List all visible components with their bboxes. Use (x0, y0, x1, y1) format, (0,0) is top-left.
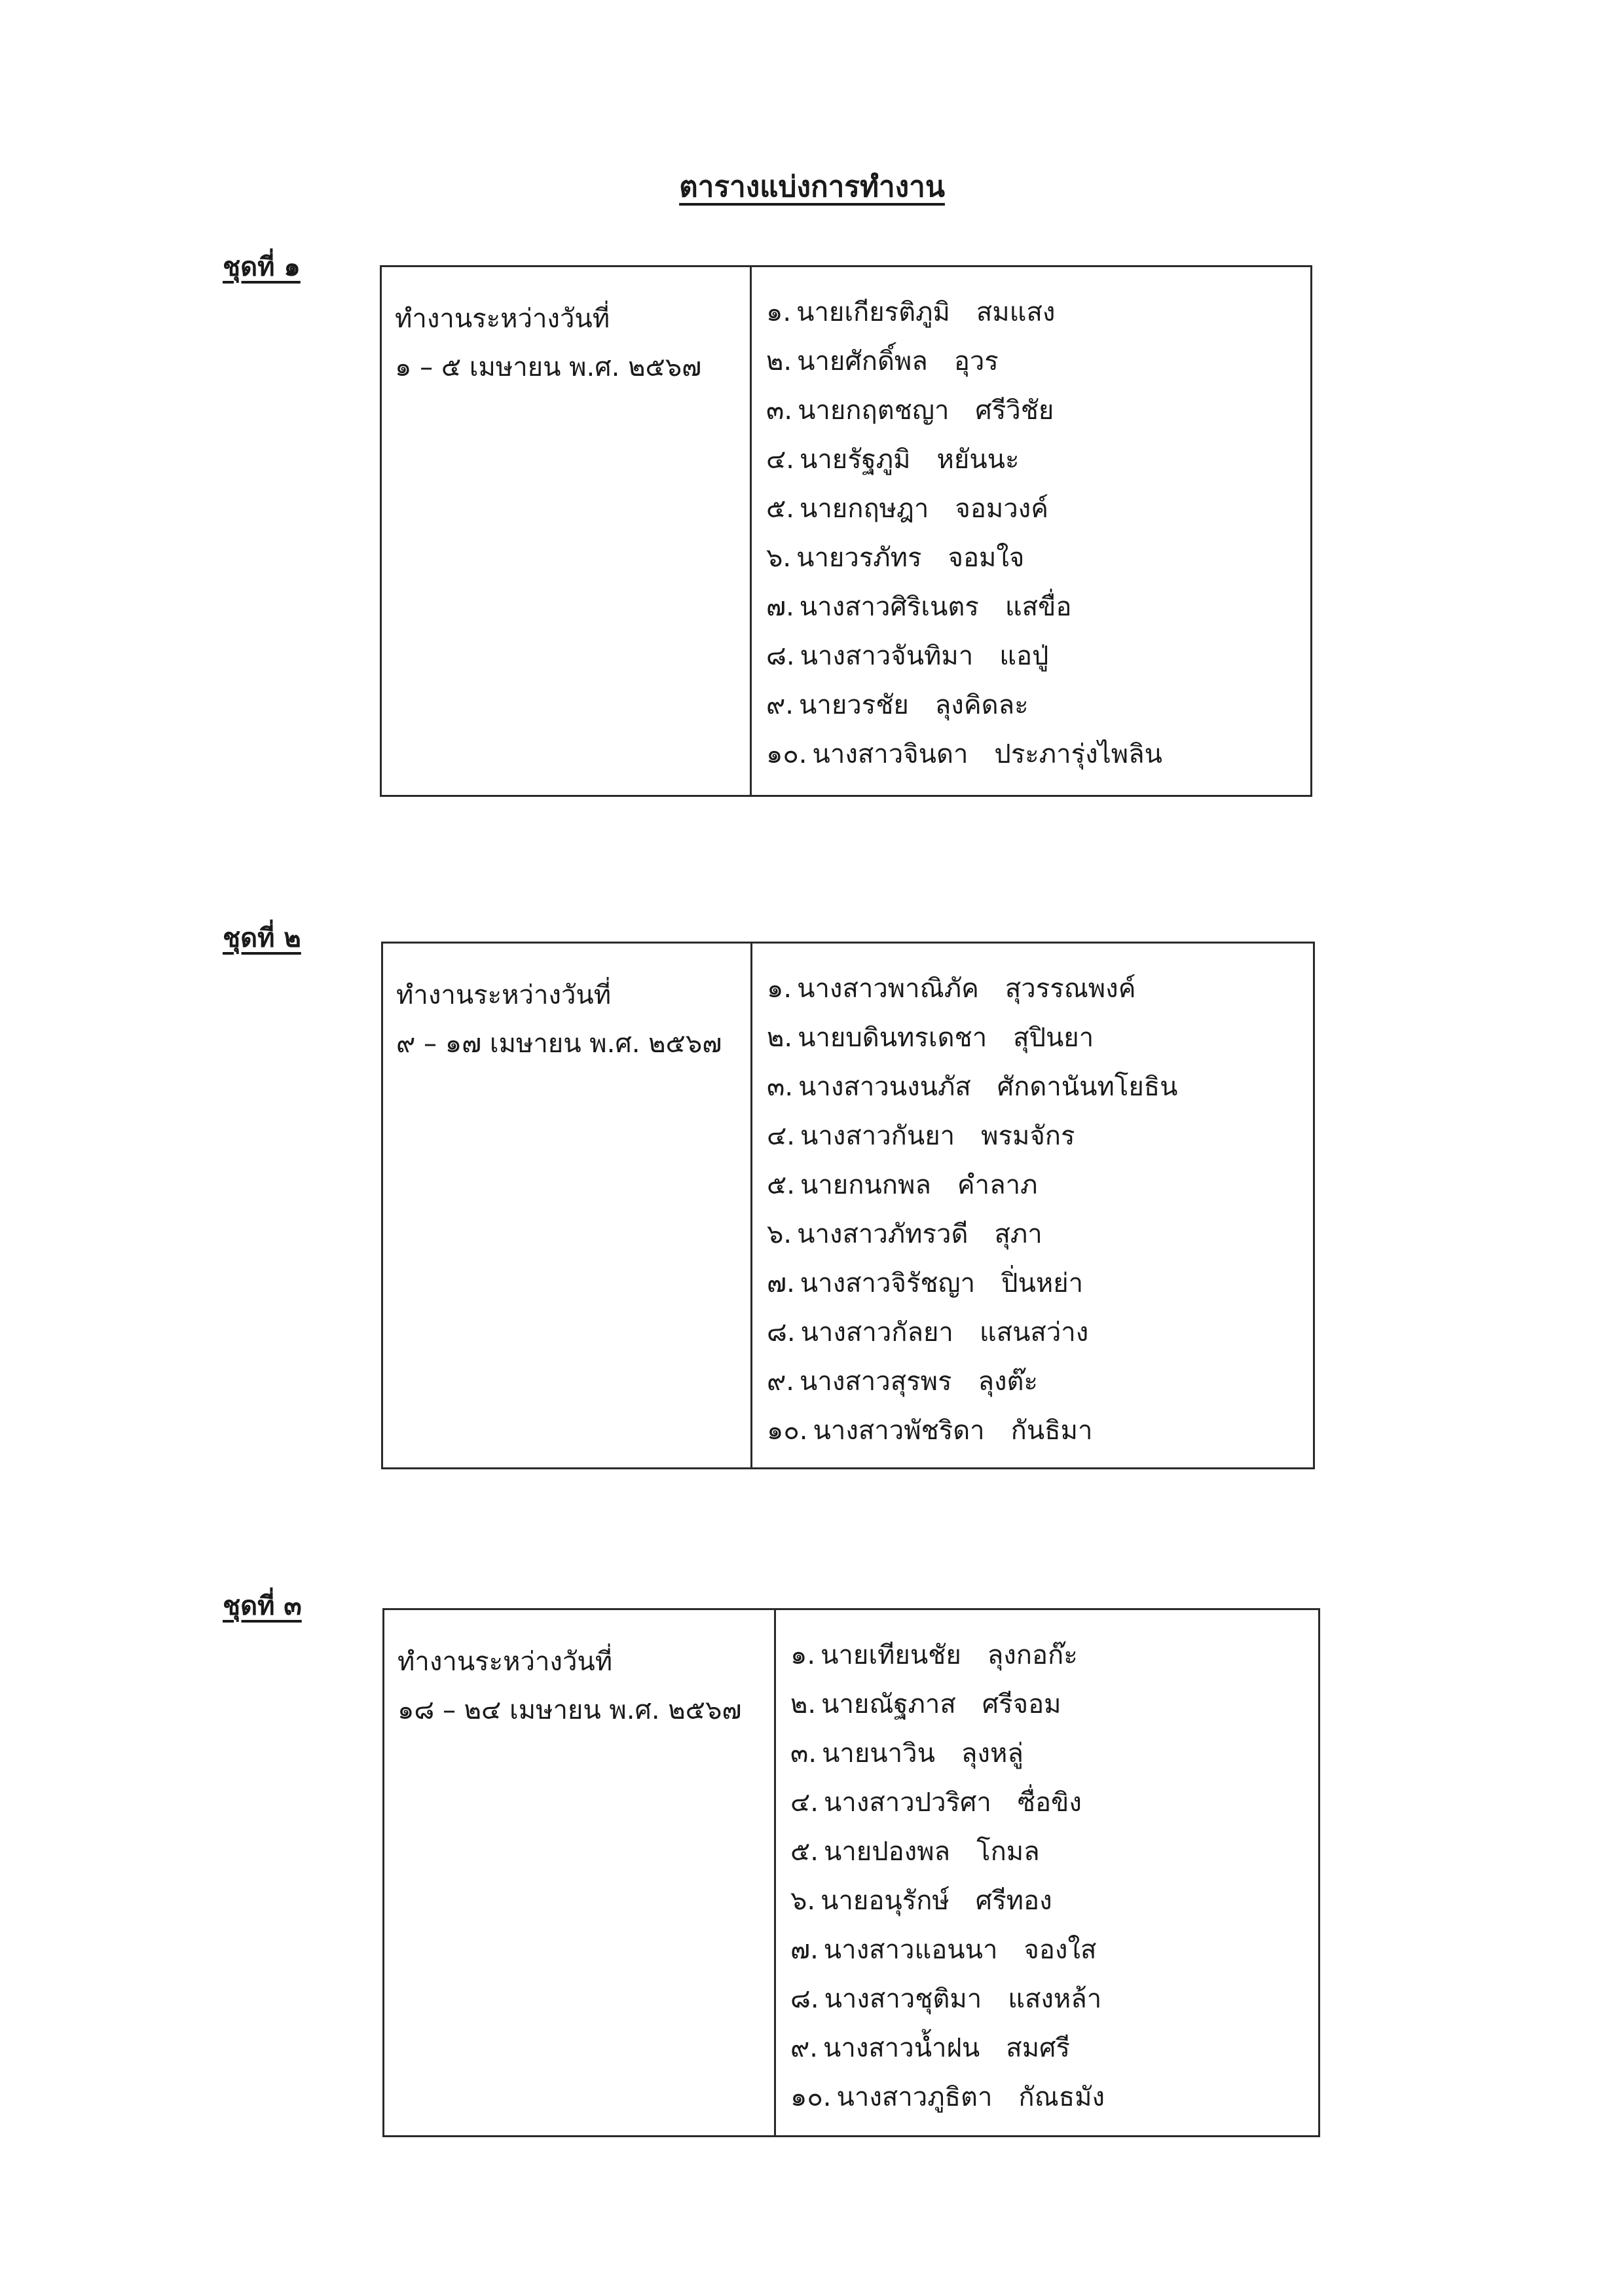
member-item: ๓. นายกฤตชญา ศรีวิชัย (766, 395, 1054, 426)
group-2-period-cell (383, 944, 752, 1467)
period-dates: ๑ – ๕ เมษายน พ.ศ. ๒๕๖๗ (395, 352, 702, 382)
period-dates: ๑๘ – ๒๔ เมษายน พ.ศ. ๒๕๖๗ (397, 1695, 742, 1725)
member-item: ๔. นางสาวปวริศา ซื่อขิง (790, 1788, 1082, 1818)
member-item: ๖. นายอนุรักษ์ ศรีทอง (790, 1886, 1052, 1916)
member-item: ๒. นายบดินทรเดชา สุปินยา (767, 1023, 1094, 1053)
member-list (766, 288, 1310, 779)
group-3-label: ชุดที่ ๓ (223, 1591, 302, 1621)
member-list (790, 1631, 1318, 2122)
member-item: ๑๐. นางสาวภูธิตา กัณธมัง (790, 2082, 1105, 2112)
member-item: ๕. นายปองพล โกมล (790, 1837, 1040, 1867)
member-item: ๑. นายเทียนชัย ลุงกอก๊ะ (790, 1640, 1078, 1670)
period-label: ทำงานระหว่างวันที่ (397, 1647, 613, 1677)
member-item: ๘. นางสาวจันทิมา แอปู่ (766, 641, 1049, 671)
group-2-table (381, 942, 1315, 1469)
member-list (767, 964, 1313, 1456)
group-3-table (382, 1608, 1320, 2137)
document-title (0, 164, 1624, 210)
group-3-period-cell (384, 1610, 776, 2135)
member-item: ๔. นางสาวกันยา พรมจักร (767, 1121, 1075, 1151)
member-item: ๑. นายเกียรติภูมิ สมแสง (766, 297, 1056, 327)
group-1-label: ชุดที่ ๑ (223, 252, 301, 282)
group-3-members-cell (776, 1610, 1318, 2135)
member-item: ๒. นายณัฐภาส ศรีจอม (790, 1689, 1061, 1719)
member-item: ๙. นายวรชัย ลุงคิดละ (766, 690, 1029, 720)
member-item: ๖. นางสาวภัทรวดี สุภา (767, 1219, 1043, 1249)
group-2-members-cell (752, 944, 1313, 1467)
member-item: ๒. นายศักดิ์พล อุวร (766, 346, 999, 376)
member-item: ๕. นายกฤษฎา จอมวงค์ (766, 494, 1048, 524)
member-item: ๓. นายนาวิน ลุงหลู่ (790, 1738, 1024, 1769)
member-item: ๗. นางสาวศิริเนตร แสขื่อ (766, 592, 1072, 622)
group-1-period-cell (382, 267, 752, 795)
member-item: ๗. นางสาวแอนนา จองใส (790, 1935, 1097, 1965)
member-item: ๑. นางสาวพาณิภัค สุวรรณพงค์ (767, 974, 1136, 1004)
group-1-table (380, 265, 1312, 797)
group-1-members-cell (752, 267, 1310, 795)
member-item: ๓. นางสาวนงนภัส ศักดานันทโยธิน (767, 1072, 1178, 1102)
member-item: ๙. นางสาวน้ำฝน สมศรี (790, 2033, 1070, 2063)
member-item: ๗. นางสาวจิรัชญา ปิ่นหย่า (767, 1268, 1084, 1298)
group-2-label: ชุดที่ ๒ (223, 923, 301, 953)
member-item: ๙. นางสาวสุรพร ลุงต๊ะ (767, 1367, 1038, 1397)
member-item: ๕. นายกนกพล คำลาภ (767, 1170, 1038, 1200)
member-item: ๖. นายวรภัทร จอมใจ (766, 543, 1025, 573)
member-item: ๔. นายรัฐภูมิ หยันนะ (766, 445, 1020, 475)
member-item: ๑๐. นางสาวพัชริดา กันธิมา (767, 1416, 1093, 1446)
period-dates: ๙ – ๑๗ เมษายน พ.ศ. ๒๕๖๗ (396, 1029, 722, 1059)
member-item: ๘. นางสาวกัลยา แสนสว่าง (767, 1317, 1089, 1348)
document-title-text: ตารางแบ่งการทำงาน (679, 170, 945, 204)
period-label: ทำงานระหว่างวันที่ (395, 304, 610, 334)
member-item: ๑๐. นางสาวจินดา ประภารุ่งไพลิน (766, 739, 1162, 769)
period-label: ทำงานระหว่างวันที่ (396, 980, 612, 1010)
member-item: ๘. นางสาวชุติมา แสงหล้า (790, 1984, 1102, 2014)
